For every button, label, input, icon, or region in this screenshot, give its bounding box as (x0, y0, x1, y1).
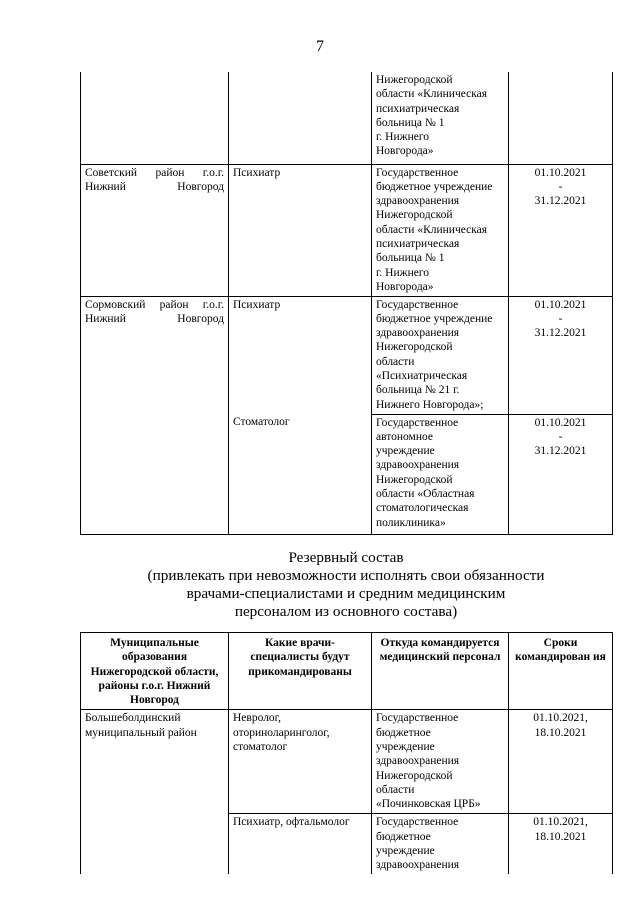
table-row (81, 72, 613, 164)
date-from: 01.10.2021 (534, 416, 587, 429)
dates-cell: 01.10.2021, 18.10.2021 (509, 710, 613, 814)
date-separator: - (558, 312, 563, 325)
organization-cell: Нижегородской области «Клиническая психиатрическая больница № 1 г. Нижнего Новгорода» (372, 72, 509, 164)
column-header: Какие врачи-специалисты будут прикомандированы (229, 633, 372, 710)
assignment-table (80, 72, 613, 535)
table-cell (81, 814, 229, 874)
table-row (81, 814, 613, 874)
reserve-subtitle-line: персоналом из основного состава) (234, 603, 458, 620)
column-header: Откуда командируется медицинский персонал (372, 633, 509, 710)
dates-cell: 01.10.2021, 18.10.2021 (509, 814, 613, 874)
reserve-title: Резервный состав (288, 549, 404, 566)
specialist-cell: Стоматолог (229, 414, 372, 534)
specialist-cell: Психиатр, офтальмолог (229, 814, 372, 874)
organization-cell: Государственное бюджетное учреждение здравоохранения (372, 814, 509, 874)
column-header: Муниципальные образования Нижегородской области, районы г.о.г. Нижний Новгород (81, 633, 229, 710)
date-to: 31.12.2021 (534, 327, 587, 340)
organization-cell: Государственное бюджетное учреждение здравоохранения Нижегородской области «Починковская ЦРБ» (372, 710, 509, 814)
date-separator: - (558, 180, 563, 193)
dates-cell (509, 414, 613, 534)
organization-cell: Государственное бюджетное учреждение здравоохранения Нижегородской области «Клиническая психиатрическая больница № 1 г. Нижнего Новгорода» (372, 164, 509, 296)
date-to: 31.12.2021 (534, 445, 587, 458)
municipality-cell: Большеболдинский муниципальный район (81, 710, 229, 814)
dates-cell (509, 164, 613, 296)
table-row (81, 710, 613, 814)
table-row (81, 164, 613, 296)
reserve-heading (80, 549, 612, 621)
reserve-subtitle-line: врачами-специалистами и средним медицинским (186, 585, 506, 602)
reserve-subtitle-line: (привлекать при невозможности исполнять свои обязанности (147, 567, 545, 584)
table-row (81, 414, 613, 534)
specialist-cell: Невролог, оториноларинголог, стоматолог (229, 710, 372, 814)
table-cell (509, 72, 613, 164)
organization-cell: Государственное бюджетное учреждение здравоохранения Нижегородской области «Психиатрическая больница № 21 г. Нижнего Новгорода»; (372, 296, 509, 414)
municipality-cell: Сормовский район г.о.г. Нижний Новгород (81, 296, 229, 414)
dates-cell (509, 296, 613, 414)
organization-cell: Государственное автономное учреждение здравоохранения Нижегородской области «Областная стоматологическая поликлиника» (372, 414, 509, 534)
table-cell (81, 72, 229, 164)
table-cell (229, 72, 372, 164)
table-header-row (81, 633, 613, 710)
date-to: 31.12.2021 (534, 195, 587, 208)
date-from: 01.10.2021 (534, 166, 587, 179)
reserve-table (80, 632, 613, 874)
date-separator: - (558, 430, 563, 443)
table-cell (81, 414, 229, 534)
date-from: 01.10.2021 (534, 298, 587, 311)
specialist-cell: Психиатр (229, 164, 372, 296)
page-number: 7 (316, 38, 324, 55)
specialist-cell: Психиатр (229, 296, 372, 414)
municipality-cell: Советский район г.о.г. Нижний Новгород (81, 164, 229, 296)
table-row (81, 296, 613, 414)
column-header: Сроки командирован ия (509, 633, 613, 710)
